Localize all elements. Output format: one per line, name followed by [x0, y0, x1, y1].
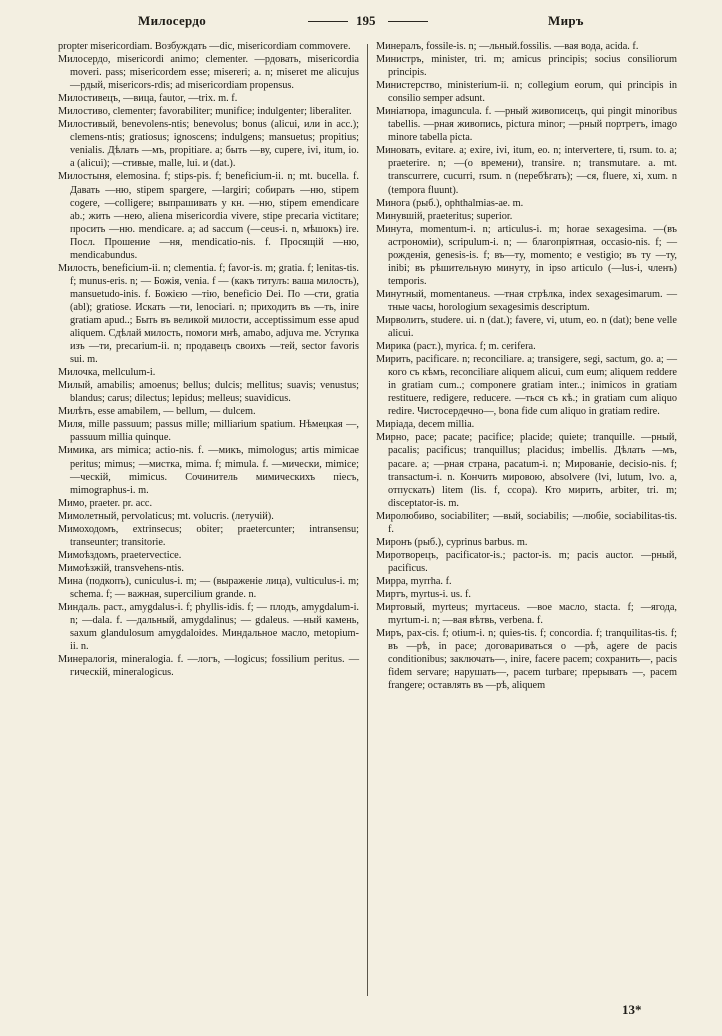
dictionary-entry: Милочка, mellculum-i. [58, 367, 156, 379]
right-column [376, 40, 677, 692]
running-header [58, 10, 676, 32]
dictionary-entry: Милѣть, esse amabilem, — bellum, — dulcem. [58, 406, 256, 418]
dictionary-entry: Мина (подкопъ), cuniculus-i. m; — (выраженіе лица), vulticulus-i. m; schema. f; — важная, supercilium grande. n. [58, 575, 359, 600]
dictionary-entry: Мимолетный, pervolaticus; mt. volucris. (летучій). [58, 510, 274, 522]
dictionary-entry: Миртовый, myrteus; myrtaceus. —вое масло, stacta. f; —ягода, myrtum-i. n; —вая вѣтвь, verbena. f. [376, 602, 677, 627]
dictionary-entry: Миріада, decem millia. [376, 419, 475, 431]
dictionary-entry: Милостыня, elemosina. f; stips-pis. f; beneficium-ii. n; mt. bucella. f. Давать —ню, stipem spargere, —largiri; собирать —ню, stipem cogere, —colligere; выпрашивать у кн. —ню, stipem emendicare ab.; жить —нею, aliena misericordia vivere, stipe precaria victitare; просить —ню. mendicare. a; ad saccum (—ceus-i. n, мѣшокъ) ire. Посл. Прошение —ня, mendicatio-nis. f. Просящій —ню, mendicabundus. [58, 171, 359, 261]
dictionary-entry: Мирика (раст.), myrica. f; m. cerifera. [376, 341, 536, 353]
dictionary-entry: Миролюбиво, sociabiliter; —вый, sociabilis; —любіе, sociabilitas-tis. f. [376, 510, 677, 535]
header-rule-right [388, 21, 428, 22]
header-left-word: Милосердо [138, 13, 207, 28]
column-divider [367, 44, 368, 996]
dictionary-entry: Мимоходомъ, extrinsecus; obiter; praetercunter; intransensu; transeunter; transitorie. [58, 523, 359, 548]
dictionary-entry: Мирить, pacificare. n; reconciliare. a; transigere, segi, sactum, go. a; — кого съ кѣмъ, reconciliare aliquem alicui, cum eum; aliquem reddere in gratiam cum..; componere gratiam inter..; inimicos in gratiam restituere, redigere, reducere. —ться съ кѣ.; in gratiam cum aliquo redire. Чистосердечно—, bona fide cum aliquo in gratiam redire. [376, 354, 677, 418]
dictionary-entry: Милость, beneficium-ii. n; clementia. f; favor-is. m; gratia. f; lenitas-tis. f; munus-eris. n; — Божія, venia. f — (какъ титулъ: ваша милость), mansuetudo-inis. f. Божією —тію, beneficio Dei. По —сти, gratia (abl); gratiose. Искать —ти, lenociari. n; приходить въ —ть, inire gratiam apud..; Быть въ великой милости, acceptissimum esse apud aliquem. Сдѣлай милость, помоги мнѣ, amabo, adjuva me. Уступка изъ —ти, precarium-ii. n; продавецъ своихъ —тей, sector favoris sui. m. [58, 262, 359, 366]
dictionary-entry: Министръ, minister, tri. m; amicus principis; socius consiliorum principis. [376, 54, 677, 79]
dictionary-entry: Миля, mille passuum; passus mille; milliarium spatium. Нѣмецкая —, passuum millia quinque. [58, 419, 359, 444]
dictionary-entry: Мирволить, studere. ui. n (dat.); favere, vi, utum, eo. n (dat); bene velle alicui. [376, 314, 677, 340]
dictionary-entry: Миронъ (рыб.), cyprinus barbus. m. [376, 536, 528, 548]
dictionary-entry: Миндаль. раст., amygdalus-i. f; phyllis-idis. f; — плодъ, amygdalum-i. n; —dala. f. —дальный, amygdalinus; — gdaleus. —ный камень, saxum glandulosum amygdaloides. Миндальное масло, metopium-ii. n. [58, 602, 359, 653]
left-column [58, 40, 359, 679]
dictionary-entry: Минералогія, mineralogia. f. —логъ, —logicus; fossilium peritus. —гическій, mineralogicus. [58, 654, 359, 679]
dictionary-entry: Милый, amabilis; amoenus; bellus; dulcis; mellitus; suavis; venustus; blandus; carus; dilectus; lepidus; melleus; suavidicus. [58, 380, 359, 405]
dictionary-entry: Милостиво, clementer; favorabiliter; munifice; indulgenter; liberaliter. [58, 106, 352, 118]
dictionary-entry: Миртъ, myrtus-i. us. f. [376, 588, 471, 600]
dictionary-entry: Минувшій, praeteritus; superior. [376, 210, 513, 222]
dictionary-entry: Минога (рыб.), ophthalmias-ae. m. [376, 197, 524, 209]
dictionary-entry: Мимоѣздомъ, praetervectice. [58, 549, 182, 561]
dictionary-entry: Мимика, ars mimica; actio-nis. f. —микъ, mimologus; artis mimicae peritus; mimus; —мистка, mima. f; mimula. f. —мически, mimice; —ческій, mimicus. Сочинитель мимическихъ пiесъ, mimographus-i. m. [58, 445, 359, 496]
dictionary-entry: Милостивецъ, —вица, fautor, —trix. m. f. [58, 93, 238, 105]
dictionary-entry: Милосердо, misericordi animo; clementer. —рдовать, misericordia moveri. pass; misericordem esse; misereri; a. n; miseret me alicujus —рдый, misericors-rdis; ad misericordiam propensus. [58, 54, 359, 92]
dictionary-entry: Мимо, praeter. pr. acc. [58, 497, 153, 509]
header-rule-left [308, 21, 348, 22]
dictionary-entry: Миновать, evitare. a; exire, ivi, itum, eo. n; intervertere, ti, rsum. to. a; praeterire. n; —(о времени), transire. n; transmutare. a. mt. transcurrere, cucurri, rsum. n (перебѣгать); —ся, fluere, xi, xum. n (tempora fluunt). [376, 145, 677, 196]
dictionary-entry: Мимоѣзжій, transvehens-ntis. [58, 562, 184, 574]
dictionary-entry: propter misericordiam. Возбуждать —dic, misericordiam commovere. [58, 41, 351, 52]
dictionary-entry: Милостивый, benevolens-ntis; benevolus; bonus (alicui, или in acc.); clemens-ntis; gratiosus; ignoscens; indulgens; mansuetus; propitius; venialis. Дѣлать —мъ, propitiare. a; быть —ву, cupere, ivi, itum, io. a (alicui); —стивые, malle, lui. и (dat.). [58, 119, 359, 170]
dictionary-entry: Мирра, myrrha. f. [376, 575, 452, 587]
dictionary-entry: Миротворецъ, pacificator-is.; pactor-is. m; pacis auctor. —рный, pacificus. [376, 549, 677, 574]
dictionary-entry: Министерство, ministerium-ii. n; collegium eorum, qui principis in consilio semper adsunt. [376, 80, 677, 105]
dictionary-entry: Минутный, momentaneus. —тная стрѣлка, index sexagesimarum. —тные часы, horologium sexagesimis descriptum. [376, 288, 677, 313]
dictionary-entry: Минералъ, fossile-is. n; —льный.fossilis. —вая вода, acida. f. [376, 41, 639, 52]
header-right-word: Миръ [548, 13, 584, 28]
dictionary-entry: Миръ, pax-cis. f; otium-i. n; quies-tis. f; concordia. f; tranquilitas-tis. f; въ —рѣ, in pace; договариваться о —рѣ, agere de pacis conditionibus; заключать—, inire, facere pacem; сохранить—, pacis fidem servare; нарушать—, pacem turbare; прерывать —, pacem frangere; оставлять въ —рѣ, aliquem [376, 628, 677, 692]
dictionary-entry: Мирно, pace; pacate; pacifice; placide; quiete; tranquille. —рный, pacalis; pacificus; tranquillus; placidus; imbellis. Дѣлать —мъ, pacare. a; —рная страна, pacatum-i. n; Мированіе, decisio-nis. f; transactum-i. n. Кончить мировою, absolvere (lvi, lutum, lvo. a, отпускать) litem (lis. f, ссора). Кто мирить, arbiter, tri. m; disceptator-is. m. [376, 432, 677, 509]
page-number: 195 [356, 13, 376, 28]
signature-mark: 13* [622, 1002, 642, 1017]
dictionary-entry: Минута, momentum-i. n; articulus-i. m; horae sexagesima. —(въ астрономіи), scripulum-i. n; — благопріятная, occasio-nis. f; — рожденія, genesis-is. f; въ—ту, momento; e vestigio; въ ту —ту, inibi; въ рѣшительную минуту, in ipso articulo (—lus-i, членъ) temporis. [376, 223, 677, 287]
dictionary-entry: Миніатюра, imaguncula. f. —рный живописецъ, qui pingit minoribus tabellis. —рная живопись, pictura minor; —рный портретъ, imago minore tabella picta. [376, 106, 677, 144]
